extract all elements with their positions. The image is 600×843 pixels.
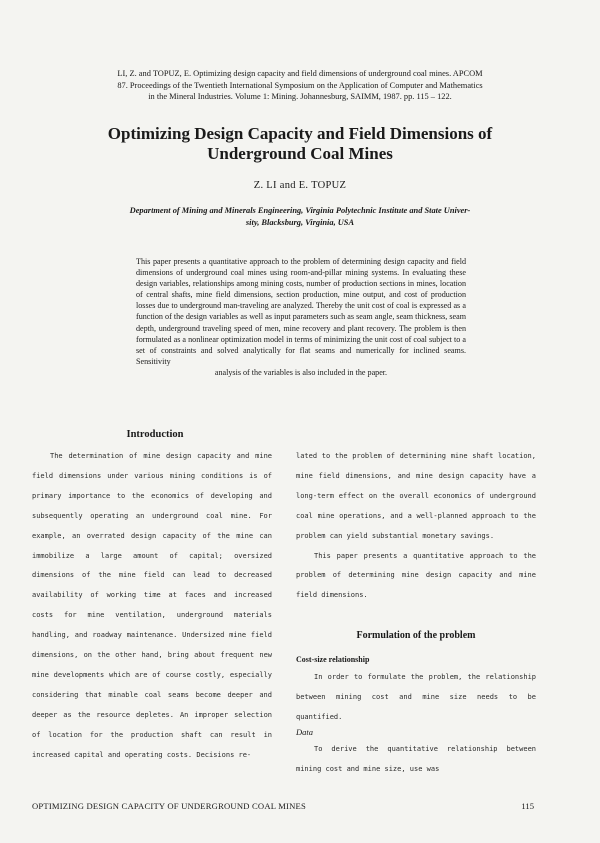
affiliation <box>60 205 540 228</box>
intro-paragraph-continued: lated to the problem of determining mine shaft location, mine field dimensions, and mine design capacity have a long-term effect on the overall economics of underground coal mine operations, and a well-planned approach to the problem can yield substantial monetary savings. <box>296 452 536 540</box>
heading-introduction: Introduction <box>126 429 184 440</box>
authors: Z. LI and E. TOPUZ <box>253 180 347 191</box>
paper-title <box>40 124 560 164</box>
heading-cost-size: Cost-size relationship <box>296 655 370 664</box>
heading-formulation: Formulation of the problem <box>356 630 476 641</box>
affiliation-line-2: sity, Blacksburg, Virginia, USA <box>245 217 355 227</box>
page-number: 115 <box>521 801 534 811</box>
data-paragraph: To derive the quantitative relationship between mining cost and mine size, use was <box>296 745 536 773</box>
citation <box>45 68 555 103</box>
running-title: OPTIMIZING DESIGN CAPACITY OF UNDERGROUND COAL MINES <box>32 801 306 811</box>
left-column <box>32 447 272 766</box>
paper-title-line-1: Optimizing Design Capacity and Field Dimensions of <box>107 124 493 143</box>
affiliation-line-1: Department of Mining and Minerals Engineering, Virginia Polytechnic Institute and State Univer- <box>129 206 471 215</box>
intro-paragraph-2: This paper presents a quantitative approach to the problem of determining mine design capacity and mine field dimensions. <box>296 551 536 600</box>
paper-title-line-2: Underground Coal Mines <box>207 144 393 163</box>
heading-data: Data <box>296 727 313 737</box>
right-column-top <box>296 447 536 606</box>
citation-line-2: 87. Proceedings of the Twentieth International Symposium on the Application of Computer and Mathematics <box>117 80 483 90</box>
right-column-bottom <box>296 740 536 780</box>
abstract-last-line: analysis of the variables is also included in the paper. <box>214 367 388 377</box>
cost-size-paragraph: In order to formulate the problem, the relationship between mining cost and mine size needs to be quantified. <box>296 673 536 721</box>
intro-paragraph-1: The determination of mine design capacity and mine field dimensions under various mining conditions is of primary importance to the economics of developing and subsequently operating an underground coal mine. For example, an overrated design capacity of the mine can immobilize a large amount of capital; oversized dimensions of the mine field can lead to decreased availability of working time at faces and increased costs for mine ventilation, underground materials handling, and roadway maintenance. Undersized mine field dimensions, on the other hand, bring about frequent new mine developments which are of course costly, especially considering that minable coal seams become deeper and deeper as the resource depletes. An improper selection of location for the production shaft can result in increased capital and operating costs. Decisions re- <box>32 452 272 759</box>
citation-line-3: in the Mineral Industries. Volume 1: Mining. Johannesburg, SAIMM, 1987. pp. 115 – 122. <box>148 92 452 102</box>
abstract-body: This paper presents a quantitative approach to the problem of determining design capacity and field dimensions of underground coal mines using room-and-pillar mining systems. In evaluating these design variables, relationships among mining costs, number of production sections in mines, location of central shafts, mine field dimensions, section production, mine output, and cost of production losses due to underground man-traveling are analyzed. Thereby the unit cost of coal is expressed as a function of the design variables as well as input parameters such as seam angle, seam thickness, seam depth, underground traveling speed of men, mine recovery and plant recovery. The problem is then formulated as a nonlinear optimization model in terms of minimizing the unit cost of coal subject to a set of constraints and solved analytically for flat seams and numerically for inclined seams. Sensitivity <box>136 257 466 366</box>
citation-line-1: LI, Z. and TOPUZ, E. Optimizing design capacity and field dimensions of underground coal mines. APCOM <box>117 69 483 78</box>
abstract <box>136 256 466 378</box>
right-column-middle <box>296 668 536 728</box>
